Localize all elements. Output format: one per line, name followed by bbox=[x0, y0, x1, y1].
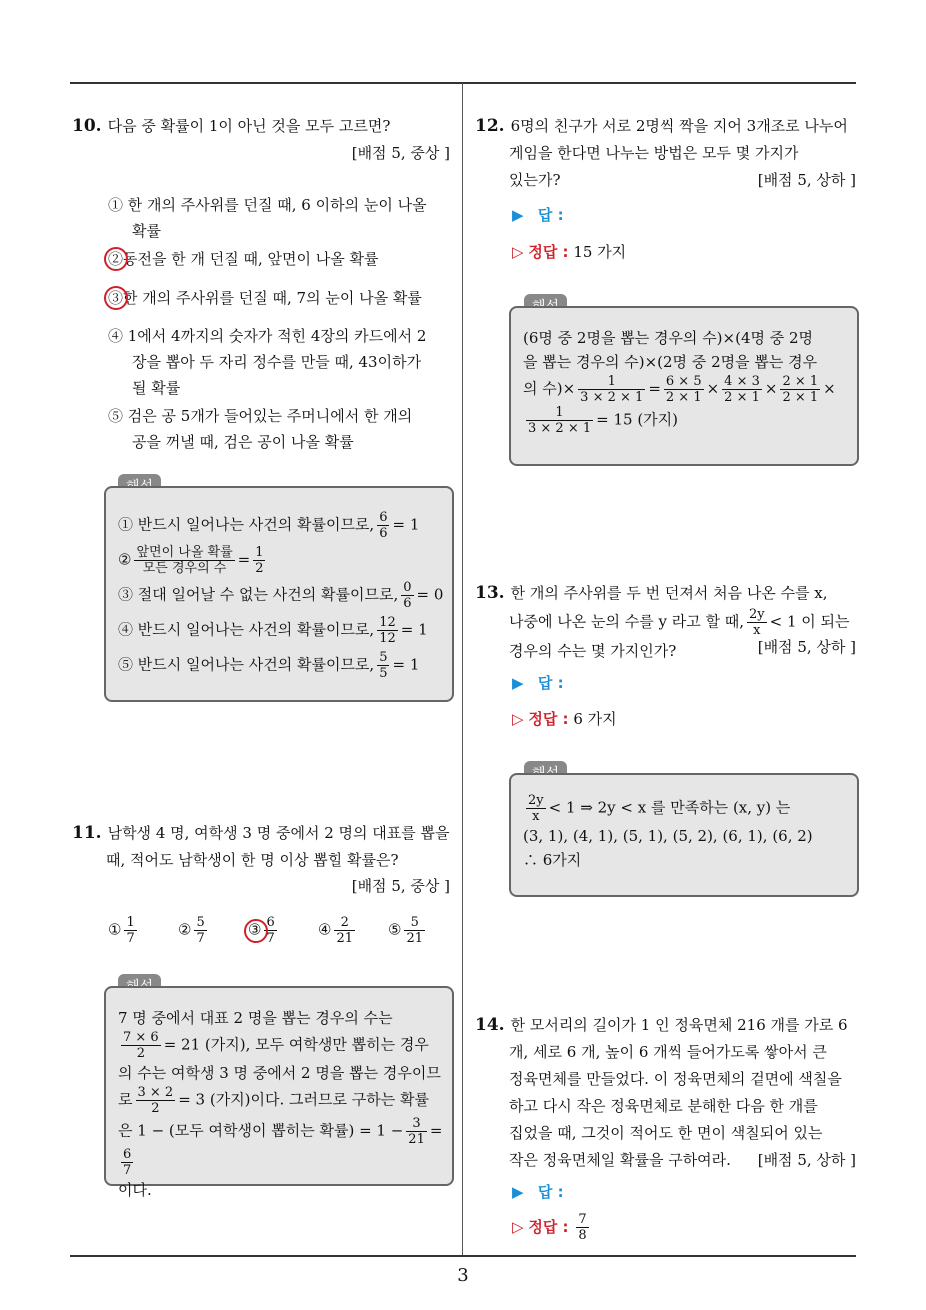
solution-line: $\frac{2y}{x}$ < 1 ⇒ 2y < x 를 만족하는 (x, y) 는 bbox=[528, 793, 791, 824]
play-icon: ▶ bbox=[512, 674, 524, 692]
play-icon: ▶ bbox=[512, 206, 524, 224]
option-5[interactable] bbox=[108, 403, 453, 455]
option-text: 한 개의 주사위를 던질 때, 7의 눈이 나올 확률 bbox=[123, 289, 422, 307]
correct-answer-row: ▷ 정답 : 15 가지 bbox=[512, 243, 627, 261]
question-11 bbox=[72, 820, 457, 874]
play-outline-icon: ▷ bbox=[512, 243, 524, 261]
question-text: 하고 다시 작은 정육면체로 분해한 다음 한 개를 bbox=[509, 1097, 818, 1115]
play-outline-icon: ▷ bbox=[512, 710, 524, 728]
option-text: 장을 뽑아 두 자리 정수를 만들 때, 43이하가 bbox=[132, 353, 422, 371]
solution-line: ④ 반드시 일어나는 사건의 확률이므로, $\frac{12}{12}$ = 1 bbox=[118, 615, 428, 646]
option-4[interactable] bbox=[108, 323, 453, 401]
question-text: 때, 적어도 남학생이 한 명 이상 뽑힐 확률은? bbox=[106, 851, 399, 869]
question-number: 14. bbox=[475, 1015, 505, 1035]
solution-line: ① 반드시 일어나는 사건의 확률이므로, $\frac{6}{6}$ = 1 bbox=[118, 510, 420, 541]
option-text: 될 확률 bbox=[132, 379, 181, 397]
solution-line: (6명 중 2명을 뽑는 경우의 수)×(4명 중 2명 bbox=[523, 329, 814, 347]
bottom-rule bbox=[70, 1255, 856, 1257]
score-label: [배점 5, 상하 ] bbox=[757, 171, 856, 189]
column-divider bbox=[462, 83, 463, 1255]
question-number: 12. bbox=[475, 116, 505, 136]
solution-line: ∴ 6가지 bbox=[523, 851, 582, 869]
option-text: 공을 꺼낼 때, 검은 공이 나올 확률 bbox=[132, 433, 354, 451]
solution-box-12 bbox=[509, 306, 859, 466]
question-text: 한 모서리의 길이가 1 인 정육면체 216 개를 가로 6 bbox=[510, 1016, 848, 1034]
option-4[interactable]: ④ $\frac{2}{21}$ bbox=[318, 915, 353, 946]
score-label: [배점 5, 상하 ] bbox=[757, 1151, 856, 1169]
question-text: 집었을 때, 그것이 적어도 한 면이 색칠되어 있는 bbox=[509, 1124, 823, 1142]
solution-line: 을 뽑는 경우의 수)×(2명 중 2명을 뽑는 경우 bbox=[523, 353, 818, 371]
option-marker: ② bbox=[108, 250, 124, 268]
question-number: 11. bbox=[72, 823, 102, 843]
solution-line: 의 수)× $\frac{1}{3 \times 2 \times 1}$ = $\frac{6 \times 5}{2 \times 1}$ × $\frac{4 \times 3}{2 \times 1}$ × $\frac{2 \times 1}{2 \times 1}$ × bbox=[523, 374, 836, 405]
solution-line: ② 앞면이 나올 확률 모든 경우의 수 = $\frac{1}{2}$ bbox=[118, 545, 264, 576]
solution-box-11 bbox=[104, 986, 454, 1199]
answer-row[interactable]: ▶ 답 : bbox=[512, 674, 564, 692]
answer-row[interactable]: ▶ 답 : bbox=[512, 1183, 564, 1201]
solution-box-10 bbox=[104, 486, 454, 702]
question-text: 남학생 4 명, 여학생 3 명 중에서 2 명의 대표를 뽑을 bbox=[107, 824, 450, 842]
question-text: 한 개의 주사위를 두 번 던져서 처음 나온 수를 x, bbox=[510, 584, 828, 602]
solution-line: 의 수는 여학생 3 명 중에서 2 명을 뽑는 경우이므 bbox=[118, 1064, 441, 1082]
option-text: ⑤ 검은 공 5개가 들어있는 주머니에서 한 개의 bbox=[108, 407, 413, 425]
solution-line: 7 명 중에서 대표 2 명을 뽑는 경우의 수는 bbox=[118, 1009, 393, 1027]
option-text: 확률 bbox=[132, 222, 161, 240]
solution-line: 로 $\frac{3 \times 2}{2}$ = 3 (가지)이다. 그러므로 구하는 확률 bbox=[118, 1085, 429, 1116]
question-text: 정육면체를 만들었다. 이 정육면체의 겉면에 색칠을 bbox=[509, 1070, 842, 1088]
page-number: 3 bbox=[457, 1265, 469, 1286]
answer-row[interactable]: ▶ 답 : bbox=[512, 206, 564, 224]
option-3[interactable]: ③ $\frac{6}{7}$ bbox=[248, 915, 280, 946]
option-marker: ③ bbox=[108, 289, 124, 307]
selected-circle-icon bbox=[244, 919, 268, 943]
question-text: 게임을 한다면 나누는 방법은 모두 몇 가지가 bbox=[509, 144, 799, 162]
solution-box-13 bbox=[509, 773, 859, 897]
option-1[interactable] bbox=[108, 192, 453, 244]
question-text: 개, 세로 6 개, 높이 6 개씩 들어가도록 쌓아서 큰 bbox=[509, 1043, 827, 1061]
question-text: 나중에 나온 눈의 수를 y 라고 할 때, $\frac{2y}{x}$ < 1 이 되는 bbox=[509, 607, 850, 638]
solution-line: $\frac{7 \times 6}{2}$ = 21 (가지), 모두 여학생만 뽑히는 경우 bbox=[123, 1030, 429, 1061]
question-text: 경우의 수는 몇 가지인가? bbox=[509, 642, 677, 660]
question-text: 다음 중 확률이 1이 아닌 것을 모두 고르면? bbox=[107, 117, 391, 135]
question-text: 작은 정육면체일 확률을 구하여라. bbox=[509, 1151, 731, 1169]
selected-circle-icon bbox=[104, 247, 128, 271]
option-text: ① 한 개의 주사위를 던질 때, 6 이하의 눈이 나올 bbox=[108, 196, 427, 214]
selected-circle-icon bbox=[104, 286, 128, 310]
score-label: [배점 5, 중상 ] bbox=[351, 877, 450, 895]
correct-answer-row: ▷ 정답 : $\frac{7}{8}$ bbox=[512, 1212, 587, 1243]
solution-line: ③ 절대 일어날 수 없는 사건의 확률이므로, $\frac{0}{6}$ = 0 bbox=[118, 580, 444, 611]
option-text: 동전을 한 개 던질 때, 앞면이 나올 확률 bbox=[123, 250, 379, 268]
play-icon: ▶ bbox=[512, 1183, 524, 1201]
solution-line: 이다. bbox=[118, 1181, 152, 1199]
solution-line: (3, 1), (4, 1), (5, 1), (5, 2), (6, 1), (6, 2) bbox=[523, 827, 813, 845]
score-label: [배점 5, 중상 ] bbox=[351, 144, 450, 162]
option-2[interactable]: ② $\frac{5}{7}$ bbox=[178, 915, 205, 946]
solution-line: 은 1 − (모두 여학생이 뽑히는 확률) = 1 − $\frac{3}{21}$ = $\frac{6}{7}$ bbox=[118, 1116, 443, 1178]
correct-answer-row: ▷ 정답 : 6 가지 bbox=[512, 710, 617, 728]
solution-line: $\frac{1}{3 \times 2 \times 1}$ = 15 (가지) bbox=[528, 405, 679, 436]
solution-line: ⑤ 반드시 일어나는 사건의 확률이므로, $\frac{5}{5}$ = 1 bbox=[118, 650, 420, 681]
option-text: ④ 1에서 4까지의 숫자가 적힌 4장의 카드에서 2 bbox=[108, 327, 427, 345]
option-2[interactable] bbox=[108, 246, 453, 272]
play-outline-icon: ▷ bbox=[512, 1218, 524, 1236]
question-number: 10. bbox=[72, 116, 102, 136]
question-10 bbox=[72, 113, 452, 140]
option-3[interactable] bbox=[108, 285, 453, 311]
question-number: 13. bbox=[475, 583, 505, 603]
option-1[interactable]: ① $\frac{1}{7}$ bbox=[108, 915, 135, 946]
option-5[interactable]: ⑤ $\frac{5}{21}$ bbox=[388, 915, 423, 946]
question-text: 6명의 친구가 서로 2명씩 짝을 지어 3개조로 나누어 bbox=[510, 117, 848, 135]
score-label: [배점 5, 상하 ] bbox=[757, 638, 856, 656]
question-text: 있는가? bbox=[509, 171, 561, 189]
top-rule bbox=[70, 82, 856, 84]
